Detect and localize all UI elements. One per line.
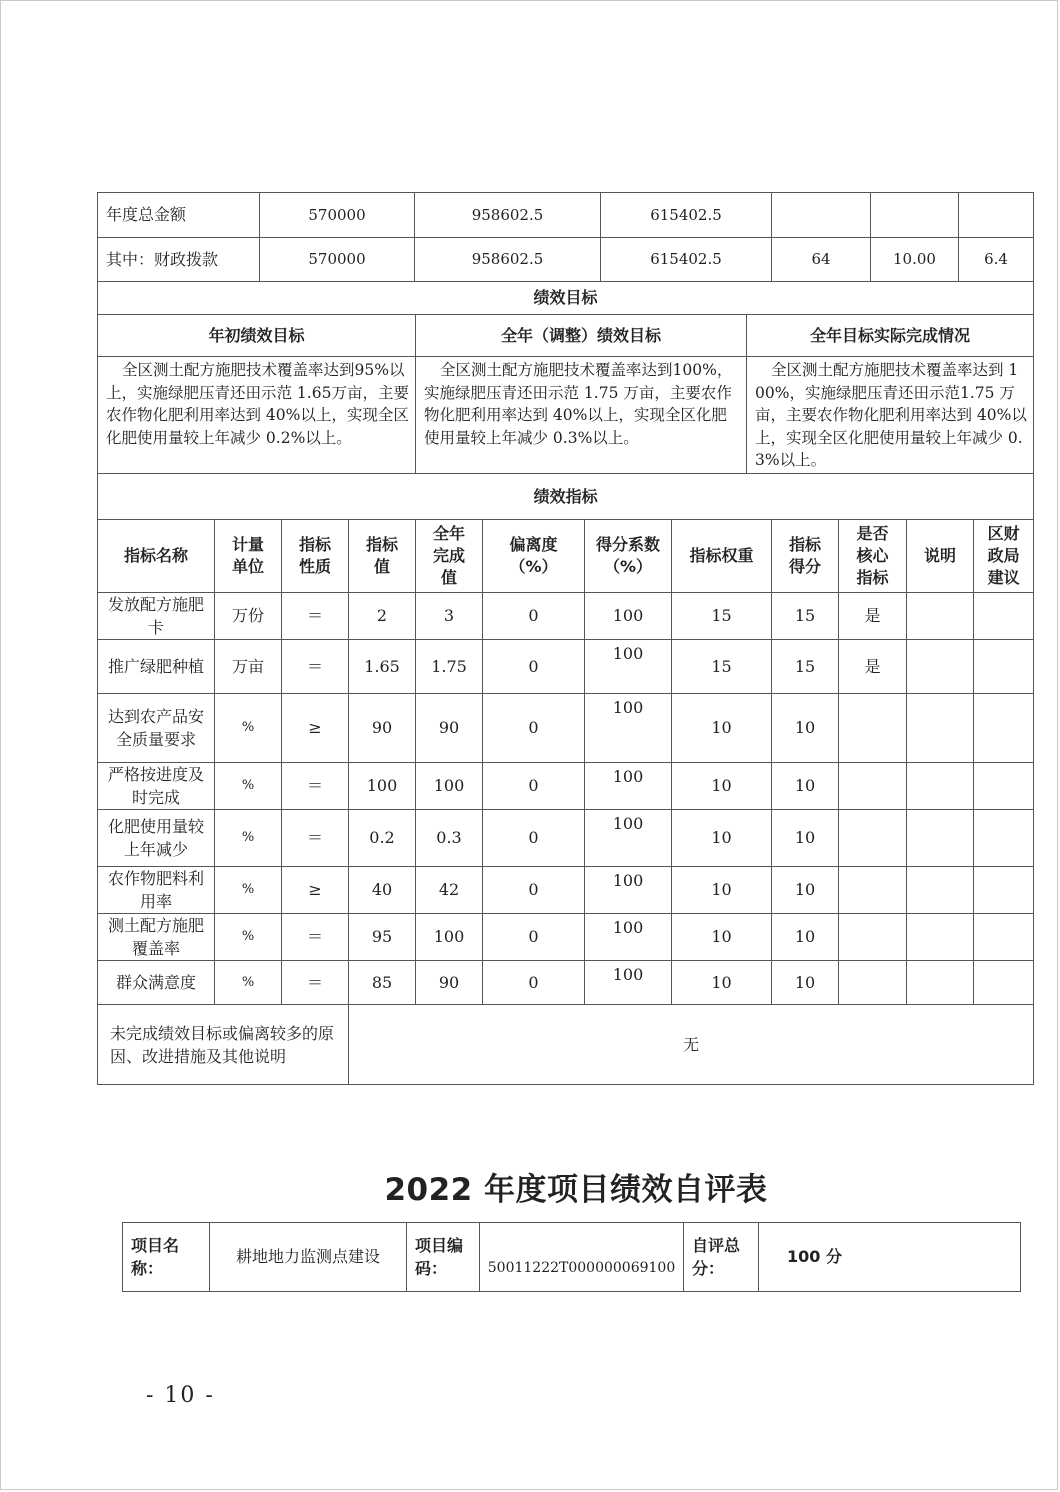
cell-core: [839, 914, 907, 961]
cell-coef: 100: [585, 694, 672, 763]
cell-name: 达到农产品安全质量要求: [98, 694, 215, 763]
cell-weight: 10: [672, 694, 772, 763]
cell-deviation: 0: [483, 914, 585, 961]
cell-name: 群众满意度: [98, 961, 215, 1005]
cell-weight: 10: [672, 914, 772, 961]
cell-score: 10: [772, 694, 839, 763]
project-info-table: [122, 1222, 1021, 1292]
cell-unit: 万亩: [215, 640, 282, 694]
goals-text-adjusted: 全区测土配方施肥技术覆盖率达到100%，实施绿肥压青还田示范 1.75 万亩，主要农作物化肥利用率达到 40%以上，实现全区化肥使用量较上年减少 0.3%以上。: [416, 357, 747, 474]
cell-nature: ＝: [282, 640, 349, 694]
cell-name: 测土配方施肥覆盖率: [98, 914, 215, 961]
cell-deviation: 0: [483, 640, 585, 694]
cell-name: 严格按进度及时完成: [98, 763, 215, 810]
col-header-value: 指标值: [349, 520, 416, 593]
cell-note: [907, 867, 974, 914]
cell-value: 1.65: [349, 640, 416, 694]
cell-core: 是: [839, 640, 907, 694]
cell-advice: [974, 593, 1034, 640]
cell-done: 3: [416, 593, 483, 640]
cell-coef: 100: [585, 914, 672, 961]
cell-coef: 100: [585, 640, 672, 694]
funding-cell: 64: [772, 238, 871, 282]
cell-coef: 100: [585, 810, 672, 867]
cell-value: 100: [349, 763, 416, 810]
cell-score: 10: [772, 867, 839, 914]
cell-core: [839, 867, 907, 914]
project-code-label: 项目编码：: [407, 1223, 480, 1292]
funding-cell: 570000: [260, 193, 415, 238]
col-header-weight: 指标权重: [672, 520, 772, 593]
page-number: - 10 -: [146, 1383, 215, 1408]
col-header-score: 指标得分: [772, 520, 839, 593]
cell-note: [907, 694, 974, 763]
goals-header-actual: 全年目标实际完成情况: [747, 315, 1034, 357]
cell-nature: ＝: [282, 961, 349, 1005]
cell-note: [907, 961, 974, 1005]
goals-section-title: 绩效目标: [98, 282, 1034, 315]
indicators-header-row: [98, 520, 1034, 593]
cell-done: 100: [416, 914, 483, 961]
cell-score: 15: [772, 593, 839, 640]
funding-cell: 958602.5: [415, 238, 601, 282]
cell-unit: %: [215, 961, 282, 1005]
table-row: [98, 810, 1034, 867]
project-name-value: 耕地地力监测点建设: [210, 1223, 407, 1292]
cell-score: 10: [772, 763, 839, 810]
cell-nature: ≥: [282, 867, 349, 914]
cell-note: [907, 810, 974, 867]
cell-score: 10: [772, 810, 839, 867]
cell-name: 发放配方施肥卡: [98, 593, 215, 640]
funding-cell: [871, 193, 959, 238]
col-header-done: 全年完成值: [416, 520, 483, 593]
score-value: 100 分: [759, 1223, 1021, 1292]
funding-label: 年度总金额: [98, 193, 260, 238]
unfinished-value: 无: [349, 1005, 1034, 1085]
table-row: [98, 694, 1034, 763]
cell-score: 15: [772, 640, 839, 694]
goals-table: [97, 281, 1034, 474]
funding-cell: 958602.5: [415, 193, 601, 238]
cell-core: 是: [839, 593, 907, 640]
cell-deviation: 0: [483, 810, 585, 867]
score-label: 自评总分：: [684, 1223, 759, 1292]
cell-coef: 100: [585, 867, 672, 914]
cell-unit: %: [215, 867, 282, 914]
project-code-value: 50011222T000000069100: [480, 1223, 684, 1292]
cell-weight: 10: [672, 763, 772, 810]
cell-advice: [974, 914, 1034, 961]
form-title: 2022 年度项目绩效自评表: [384, 1172, 768, 1208]
cell-note: [907, 593, 974, 640]
cell-done: 42: [416, 867, 483, 914]
table-row: [98, 961, 1034, 1005]
goals-header-adjusted: 全年（调整）绩效目标: [416, 315, 747, 357]
funding-cell: 570000: [260, 238, 415, 282]
cell-advice: [974, 694, 1034, 763]
col-header-note: 说明: [907, 520, 974, 593]
col-header-advice: 区财政局建议: [974, 520, 1034, 593]
funding-label: 其中：财政拨款: [98, 238, 260, 282]
funding-cell: 10.00: [871, 238, 959, 282]
cell-nature: ＝: [282, 810, 349, 867]
cell-score: 10: [772, 914, 839, 961]
cell-done: 1.75: [416, 640, 483, 694]
table-row: [98, 640, 1034, 694]
cell-value: 40: [349, 867, 416, 914]
col-header-coef: 得分系数（%）: [585, 520, 672, 593]
cell-name: 推广绿肥种植: [98, 640, 215, 694]
cell-advice: [974, 867, 1034, 914]
cell-done: 0.3: [416, 810, 483, 867]
funding-cell: [959, 193, 1034, 238]
cell-unit: %: [215, 763, 282, 810]
funding-cell: 6.4: [959, 238, 1034, 282]
cell-score: 10: [772, 961, 839, 1005]
cell-deviation: 0: [483, 961, 585, 1005]
cell-name: 化肥使用量较上年减少: [98, 810, 215, 867]
goals-text-actual: 全区测土配方施肥技术覆盖率达到 100%，实施绿肥压青还田示范1.75 万亩，主要农作物化肥利用率达到 40%以上，实现全区化肥使用量较上年减少 0.3%以上。: [747, 357, 1034, 474]
cell-value: 90: [349, 694, 416, 763]
col-header-unit: 计量单位: [215, 520, 282, 593]
funding-cell: 615402.5: [601, 193, 772, 238]
cell-coef: 100: [585, 593, 672, 640]
cell-nature: ＝: [282, 914, 349, 961]
cell-value: 0.2: [349, 810, 416, 867]
indicators-table: [97, 473, 1034, 1085]
cell-nature: ≥: [282, 694, 349, 763]
col-header-nature: 指标性质: [282, 520, 349, 593]
project-name-label: 项目名称：: [123, 1223, 210, 1292]
cell-weight: 10: [672, 810, 772, 867]
cell-unit: %: [215, 694, 282, 763]
cell-done: 90: [416, 694, 483, 763]
cell-advice: [974, 961, 1034, 1005]
table-row: [98, 867, 1034, 914]
col-header-name: 指标名称: [98, 520, 215, 593]
cell-coef: 100: [585, 763, 672, 810]
table-row: [98, 914, 1034, 961]
cell-core: [839, 763, 907, 810]
unfinished-row: [98, 1005, 1034, 1085]
cell-note: [907, 640, 974, 694]
cell-unit: %: [215, 810, 282, 867]
cell-weight: 15: [672, 640, 772, 694]
indicators-section-title: 绩效指标: [98, 474, 1034, 520]
cell-done: 100: [416, 763, 483, 810]
cell-nature: ＝: [282, 593, 349, 640]
cell-unit: 万份: [215, 593, 282, 640]
col-header-deviation: 偏离度（%）: [483, 520, 585, 593]
funding-row-fiscal: [98, 238, 1034, 282]
cell-weight: 15: [672, 593, 772, 640]
cell-coef: 100: [585, 961, 672, 1005]
goals-text-initial: 全区测土配方施肥技术覆盖率达到95%以上，实施绿肥压青还田示范 1.65万亩，主要农作物化肥利用率达到 40%以上，实现全区化肥使用量较上年减少 0.2%以上。: [98, 357, 416, 474]
cell-advice: [974, 763, 1034, 810]
col-header-core: 是否核心指标: [839, 520, 907, 593]
table-row: [98, 763, 1034, 810]
cell-done: 90: [416, 961, 483, 1005]
cell-core: [839, 961, 907, 1005]
cell-value: 2: [349, 593, 416, 640]
cell-core: [839, 694, 907, 763]
funding-cell: 615402.5: [601, 238, 772, 282]
cell-deviation: 0: [483, 593, 585, 640]
funding-table: [97, 192, 1034, 282]
cell-name: 农作物肥料利用率: [98, 867, 215, 914]
cell-weight: 10: [672, 867, 772, 914]
cell-advice: [974, 640, 1034, 694]
cell-core: [839, 810, 907, 867]
cell-unit: %: [215, 914, 282, 961]
cell-advice: [974, 810, 1034, 867]
cell-deviation: 0: [483, 867, 585, 914]
cell-deviation: 0: [483, 763, 585, 810]
cell-note: [907, 763, 974, 810]
cell-weight: 10: [672, 961, 772, 1005]
funding-cell: [772, 193, 871, 238]
cell-note: [907, 914, 974, 961]
cell-deviation: 0: [483, 694, 585, 763]
table-row: [98, 593, 1034, 640]
goals-header-initial: 年初绩效目标: [98, 315, 416, 357]
cell-value: 95: [349, 914, 416, 961]
funding-row-total: [98, 193, 1034, 238]
cell-value: 85: [349, 961, 416, 1005]
unfinished-label: 未完成绩效目标或偏离较多的原因、改进措施及其他说明: [98, 1005, 349, 1085]
cell-nature: ＝: [282, 763, 349, 810]
